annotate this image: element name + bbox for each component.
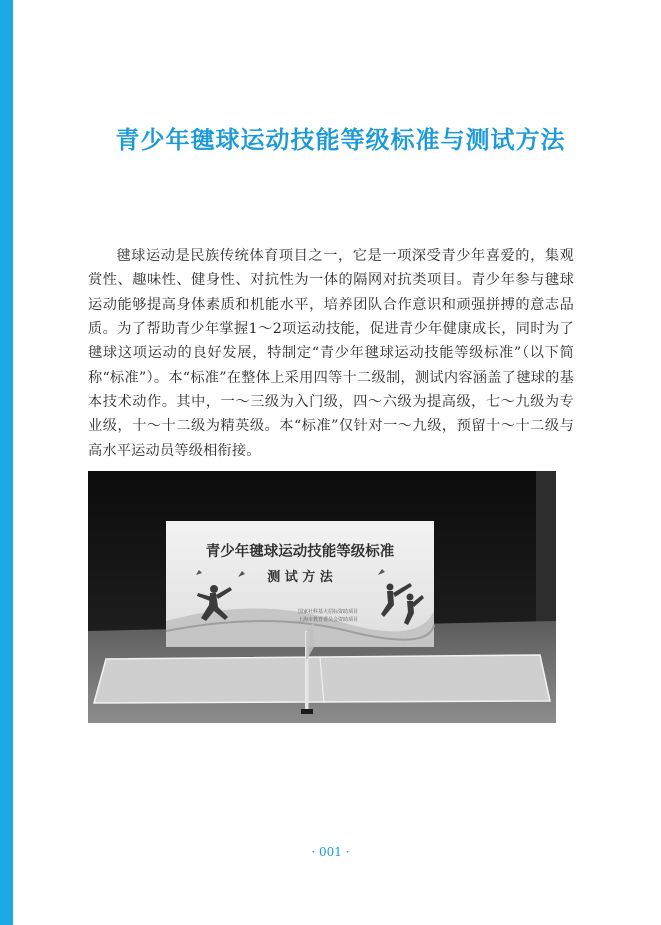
page-number: · 001 · bbox=[311, 845, 350, 859]
page-title: 青少年毽球运动技能等级标准与测试方法 bbox=[115, 126, 566, 154]
banner-title-2: 测 试 方 法 bbox=[267, 570, 333, 585]
event-photo bbox=[88, 471, 556, 723]
banner-org-1: 国家社科基大招标资助项目 bbox=[297, 609, 359, 615]
side-color-bar bbox=[0, 0, 13, 925]
banner-title-1: 青少年毽球运动技能等级标准 bbox=[205, 544, 395, 560]
body-paragraph: 毽球运动是民族传统体育项目之一，它是一项深受青少年喜爱的，集观赏性、趣味性、健身性、对抗性为一体的隔网对抗类项目。青少年参与毽球运动能够提高身体素质和机能水平，培养团队合作意识和顽强拼搏的意志品质。为了帮助青少年掌握1～2项运动技能，促进青少年健康成长，同时为了毽球这项运动的良好发展，特制定“青少年毽球运动技能等级标准”（以下简称“标准”）。本“标准”在整体上采用四等十二级制，测试内容涵盖了毽球的基本技术动作。其中，一～三级为入门级，四～六级为提高级，七～九级为专业级，十～十二级为精英级。本“标准”仅针对一～九级，预留十～十二级与高水平运动员等级相衔接。 bbox=[88, 248, 574, 459]
banner-org-2: 上海市教育委员会资助项目 bbox=[297, 617, 359, 623]
